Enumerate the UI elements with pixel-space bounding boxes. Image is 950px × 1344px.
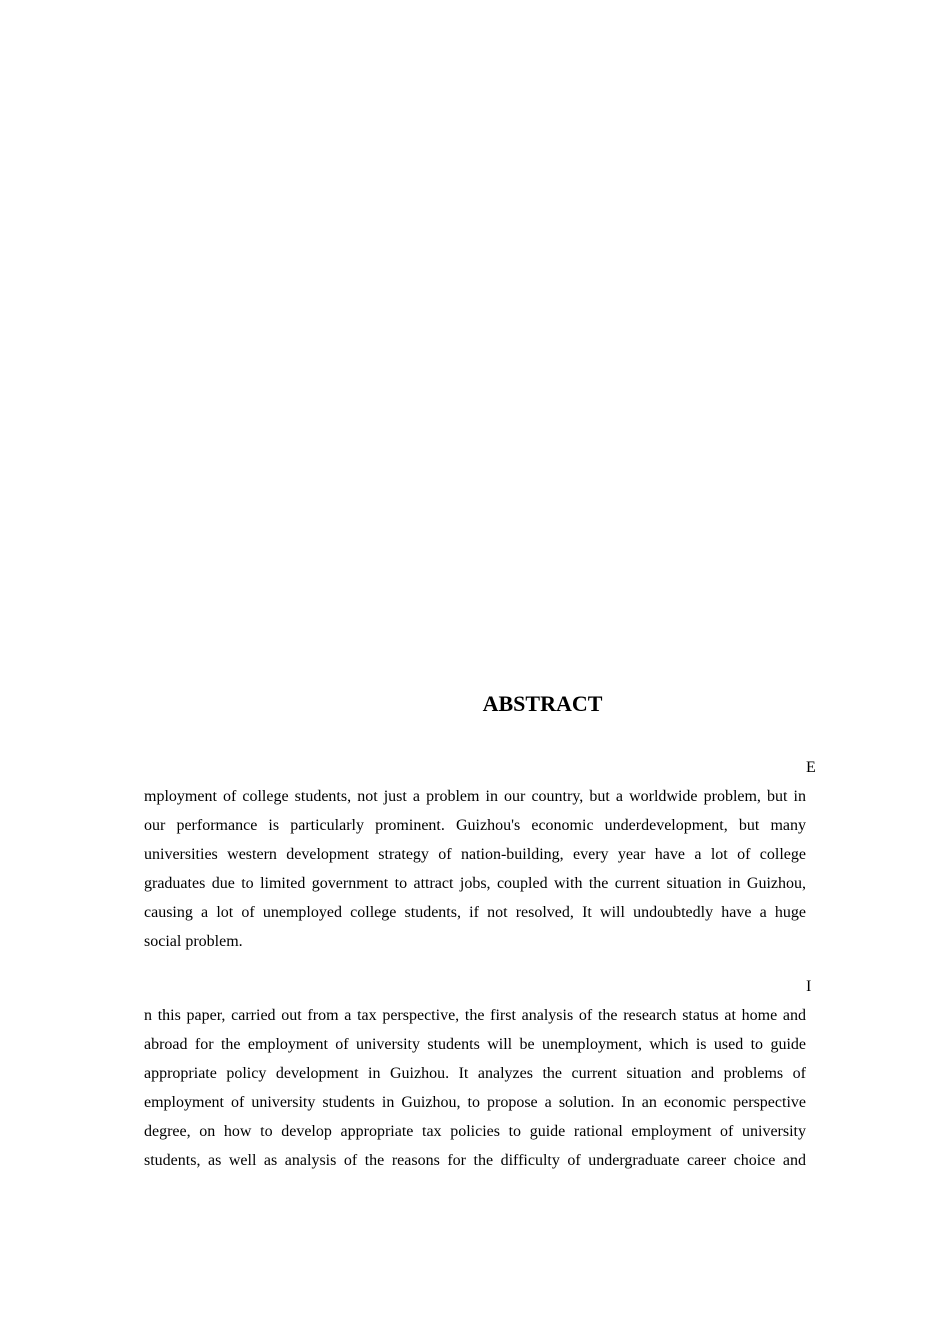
abstract-paragraph-2 xyxy=(144,1001,806,1175)
paragraph-line: social problem. xyxy=(144,933,243,950)
paragraph-line: abroad for the employment of university students will be unemployment, which is used to guide xyxy=(144,1036,806,1053)
paragraph-1-initial-letter: E xyxy=(806,759,816,776)
paragraph-line: degree, on how to develop appropriate tax policies to guide rational employment of university xyxy=(144,1123,806,1140)
paragraph-line: mployment of college students, not just a problem in our country, but a worldwide problem, but in xyxy=(144,788,806,805)
paragraph-line: employment of university students in Guizhou, to propose a solution. In an economic perspective xyxy=(144,1094,806,1111)
paragraph-line: causing a lot of unemployed college students, if not resolved, It will undoubtedly have a huge xyxy=(144,904,806,921)
paragraph-line: universities western development strategy of nation-building, every year have a lot of college xyxy=(144,846,806,863)
abstract-paragraph-1 xyxy=(144,782,806,956)
paragraph-2-initial-letter: I xyxy=(806,978,812,995)
paragraph-line: graduates due to limited government to attract jobs, coupled with the current situation in Guizhou, xyxy=(144,875,806,892)
paragraph-line: appropriate policy development in Guizhou. It analyzes the current situation and problems of xyxy=(144,1065,806,1082)
abstract-heading: ABSTRACT xyxy=(482,691,603,716)
paragraph-line: n this paper, carried out from a tax perspective, the first analysis of the research status at home and xyxy=(144,1007,806,1024)
paragraph-line: students, as well as analysis of the reasons for the difficulty of undergraduate career choice and xyxy=(144,1152,806,1169)
paragraph-line: our performance is particularly prominent. Guizhou's economic underdevelopment, but many xyxy=(144,817,806,834)
